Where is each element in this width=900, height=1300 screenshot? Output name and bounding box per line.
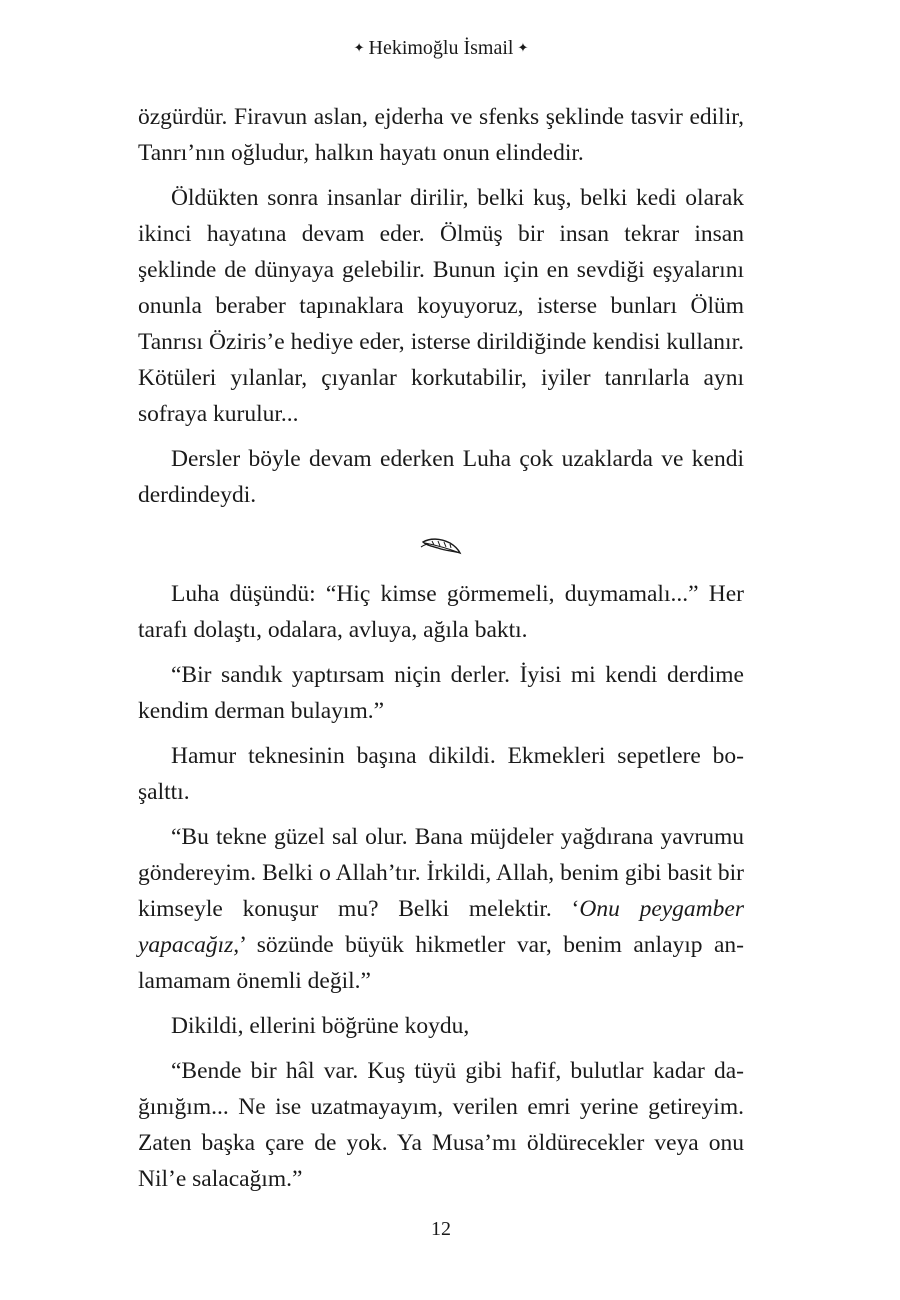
- header-title: Hekimoğlu İsmail: [368, 37, 514, 59]
- paragraph-3: Dersler böyle devam ederken Luha çok uzaklarda ve kendi derdindeydi.: [138, 446, 744, 508]
- paragraph-6: Hamur teknesinin başına dikildi. Ekmekleri sepetlere boşalttı.: [138, 743, 744, 805]
- quote-text-start: “Bu tekne güzel sal olur. Bana müjdeler yağdırana yavrumu göndereyim. Belki o Allah’tır. İrkildi, Allah, benim gibi basit bir kimseyle konuşur mu? Belki melektir. ‘: [138, 824, 744, 922]
- section-divider: [138, 516, 744, 576]
- header-ornament-left: ✦: [353, 40, 365, 55]
- italic-quote: Onu peygamber yapacağız,: [138, 896, 744, 958]
- paragraph-8: Dikildi, ellerini böğrüne koydu,: [171, 1013, 470, 1039]
- quote-text-end: ’ sözünde büyük hikmetler var, benim anlayıp anlamamam önemli değil.”: [138, 932, 744, 994]
- page-number: 12: [431, 1218, 451, 1240]
- body-text: [138, 99, 744, 1206]
- book-page: [138, 0, 744, 1300]
- paragraph-5: “Bir sandık yaptırsam niçin derler. İyisi mi kendi derdime kendim derman bulayım.”: [138, 662, 744, 724]
- running-header: [138, 37, 744, 60]
- paragraph-9: “Bende bir hâl var. Kuş tüyü gibi hafif, bulutlar kadar dağınığım... Ne ise uzatmayayım, verilen emri yerine getireyim. Zaten başka çare de yok. Ya Musa’mı öldürecekler veya onu Nil’e salacağım.”: [138, 1058, 744, 1192]
- paragraph-4: Luha düşündü: “Hiç kimse görmemeli, duymamalı...” Her tarafı dolaştı, odalara, avluya, ağıla baktı.: [138, 581, 744, 643]
- paragraph-2: Öldükten sonra insanlar dirilir, belki kuş, belki kedi olarak ikinci hayatına devam eder. Ölmüş bir insan tekrar insan şeklinde de dünyaya gelebilir. Bunun için en sevdiği eşyalarını onunla beraber tapınaklara koyuyoruz, isterse bunları Ölüm Tanrısı Öziris’e hediye eder, isterse dirildiğinde kendisi kullanır. Kötüleri yılanlar, çıyanlar korkutabilir, iyiler tanrılarla aynı sofraya kurulur...: [138, 185, 744, 427]
- paragraph-7: [138, 819, 744, 999]
- header-ornament-right: ✦: [517, 40, 529, 55]
- feather-ornament-icon: [420, 535, 462, 557]
- paragraph-1: özgürdür. Firavun aslan, ejderha ve sfenks şeklinde tasvir edilir, Tanrı’nın oğludur, halkın hayatı onun elindedir.: [138, 104, 744, 166]
